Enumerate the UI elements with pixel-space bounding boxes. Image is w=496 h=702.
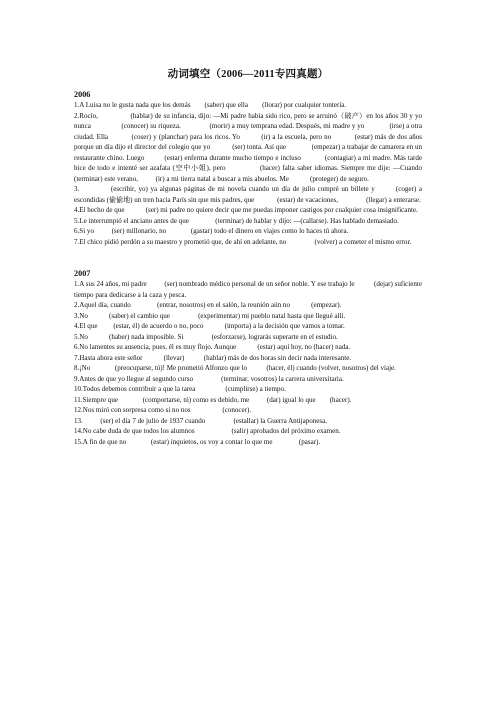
exercise-item: 10.Todos debemos contribuir a que la tarea (cumplirse) a tiempo. [74, 385, 286, 393]
sections-container [74, 90, 445, 447]
exercise-item: 7.El chico pidió perdón a su maestro y prometió que, de ahí en adelante, no (volver) a cometer el mismo error. [74, 237, 412, 246]
exercise-item: 4.El hecho de que (ser) mi padre no quiere decir que me puedas imponer castigos por cualquier cosa insignificante. [74, 206, 418, 214]
exercise-list [74, 279, 422, 447]
exercise-item: 4.El que (estar, él) de acuerdo o no, poco (importa) a la decisión que vamos a tomar. [74, 322, 345, 330]
document-title: 动词填空（2006—2011专四真题） [167, 69, 329, 80]
exercise-item: 6.Si yo (ser) millonario, no (gastar) todo el dinero en viajes como lo haces tú ahora. [74, 227, 349, 235]
exercise-item: 1.A sus 24 años, mi padre (ser) nombrado médico personal de un señor noble. Y ese trabajo le (dejar) suficiente tiempo para dedicarse a la caza y pesca. [74, 280, 424, 299]
exercise-item: 1.A Luisa no le gusta nada que los demás (saber) que ella (llorar) por cualquier tontería. [74, 101, 347, 109]
exercise-item: 3. (escribir, yo) ya algunas páginas de mi novela cuando un día de julio compré un billete y (coger) a escondidas (偷偷地) un tren hacia París sin que mis padres, que (estar) de vacaciones, (llegar) a enterarse. [74, 185, 424, 204]
exercise-item: 9.Antes de que yo llegue al segundo curso (terminar, vosotros) la carrera universitaria. [74, 374, 344, 383]
section-year: 2006 [74, 90, 91, 99]
exercise-item: 6.No lamentes su ausencia, pues, él es muy flojo. Aunque (estar) aquí hoy, no (hacer) nada. [74, 343, 351, 351]
exercise-item: 2.Aquel día, cuando (entrar, nosotros) en el salón, la reunión aún no (empezar). [74, 301, 342, 309]
exercise-item: 5.No (haber) nada imposible. Si (esforzarse), lograrás superarte en el estudio. [74, 332, 338, 341]
exercise-item: 3.No (saber) el cambio que (experimentar) mi pueblo natal hasta que llegué allí. [74, 311, 346, 320]
exercise-list [74, 100, 445, 247]
exercise-item: 15.A fin de que no (estar) inquietos, os voy a contar lo que me (pasar). [74, 437, 321, 446]
exercise-item: 11.Siempre que (comportarse, tú) como es debido, me (dar) igual lo que (hacer). [74, 395, 352, 404]
exercise-item: 13. (ser) el día 7 de julio de 1937 cuando (estallar) la Guerra Antijaponesa. [74, 416, 328, 425]
exercise-item: 14.No cabe duda de que todos los alumnos (salir) aprobados del próximo examen. [74, 427, 341, 435]
exercise-item: 5.Le interrumpió el anciano antes de que (terminar) de hablar y dijo: —(callarse). Has hablado demasiado. [74, 216, 399, 225]
exercise-item: 12.Nos miró con sorpresa como si no nos (conocer). [74, 406, 252, 414]
exercise-item: 8.¡No (preocuparse, tú)! Me prometió Alfonzo que lo (hacer, él) cuando (volver, nosotros) del viaje. [74, 364, 396, 372]
exercise-item: 2.Rocío, (hablar) de su infancia, dijo: —Mi padre había sido rico, pero se arruinó（破产）en los años 30 y yo nunca (conocer) su riqueza. (morir) a muy temprana edad. Después, mi madre y yo (irse) a otra ciudad. Ella (coser) y (planchar) para los ricos. Yo (ir) a la escuela, pero no (estar) más de dos años porque un día dijo el director del colegio que yo (ser) tonta. Así que (empezar) a trabajar de camarera en un restaurante chino. Luego (estar) enferma durante mucho tiempo e incluso (contagiar) a mi madre. Más tarde hice de todo e intenté ser azafata (空中小姐), pero (hacer) falta saber idiomas. Siempre me dije: —Cuando (terminar) este verano, (ir) a mi tierra natal a buscar a mis abuelos. Me (proteger) de seguro. [74, 111, 445, 183]
section-year: 2007 [74, 269, 91, 278]
exercise-item: 7.Hasta ahora este señor (llevar) (hablar) más de dos horas sin decir nada interesante. [74, 353, 352, 362]
